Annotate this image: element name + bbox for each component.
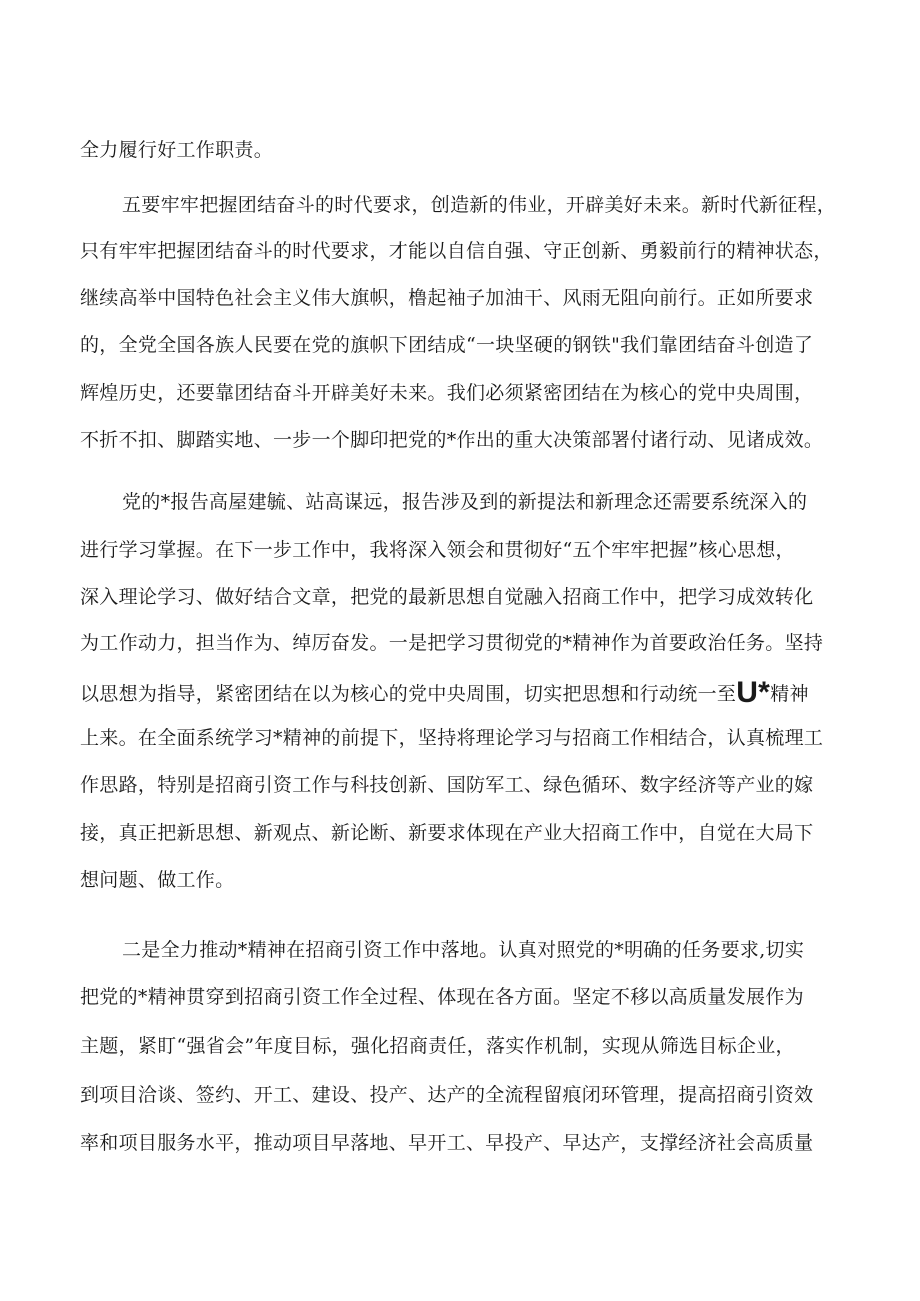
text-line: 想问题、做工作。 xyxy=(80,869,235,891)
text-line: 作思路，特别是招商引资工作与科技创新、国防军工、绿色循环、数字经济等产业的嫁 xyxy=(80,774,814,796)
text-line: 二是全力推动*精神在招商引资工作中落地。认真对照党的*明确的任务要求,切实 xyxy=(122,939,805,961)
text-line: 率和项目服务水平，推动项目早落地、早开工、早投产、早达产，支撑经济社会高质量 xyxy=(80,1132,814,1154)
text-line: 上来。在全面系统学习*精神的前提下，坚持将理论学习与招商工作相结合，认真梳理工 xyxy=(80,727,824,749)
text-line: 接，真正把新思想、新观点、新论断、新要求体现在产业大招商工作中，自觉在大局下 xyxy=(80,822,814,844)
text-line: 进行学习掌握。在下一步工作中，我将深入领会和贯彻好“五个牢牢把握”核心思想， xyxy=(80,539,795,561)
text-line: 不折不扣、脚踏实地、一步一个脚印把党的*作出的重大决策部署付诸行动、见诸成效。 xyxy=(80,429,824,451)
text-line: 党的*报告高屋建毓、站高谋远，报告涉及到的新提法和新理念还需要系统深入的 xyxy=(122,491,808,513)
text-segment: 以思想为指导，紧密团结在以为核心的党中央周围，切实把思想和行动统一至 xyxy=(80,683,737,705)
text-line: 把党的*精神贯穿到招商引资工作全过程、体现在各方面。坚定不移以高质量发展作为 xyxy=(80,986,804,1008)
text-line: 主题，紧盯“强省会”年度目标，强化招商责任，落实作机制，实现从筛选目标企业， xyxy=(80,1035,795,1057)
text-segment: 精神 xyxy=(770,683,809,705)
text-line: 五要牢牢把握团结奋斗的时代要求，创造新的伟业，开辟美好未来。新时代新征程， xyxy=(122,194,837,216)
text-line: 辉煌历史，还要靠团结奋斗开辟美好未来。我们必须紧密团结在为核心的党中央周围， xyxy=(80,382,814,404)
text-line: 只有牢牢把握团结奋斗的时代要求，才能以自信自强、守正创新、勇毅前行的精神状态， xyxy=(80,240,833,262)
text-line xyxy=(80,676,860,706)
text-line: 全力履行好工作职责。 xyxy=(80,139,274,161)
text-line: 继续高举中国特色社会主义伟大旗帜，橹起袖子加油干、风雨无阻向前行。正如所要求 xyxy=(80,287,814,309)
text-line: 为工作动力，担当作为、绰厉奋发。一是把学习贯彻党的*精神作为首要政治任务。坚持 xyxy=(80,632,824,654)
text-segment-large: U* xyxy=(736,676,771,706)
text-line: 的，全党全国各族人民要在党的旗帜下团结成“一块坚硬的钢铁"我们靠团结奋斗创造了 xyxy=(80,334,814,356)
text-line: 深入理论学习、做好结合文章，把党的最新思想自觉融入招商工作中，把学习成效转化 xyxy=(80,586,814,608)
text-line: 到项目洽谈、签约、开工、建设、投产、达产的全流程留痕闭环管理，提高招商引资效 xyxy=(80,1084,814,1106)
